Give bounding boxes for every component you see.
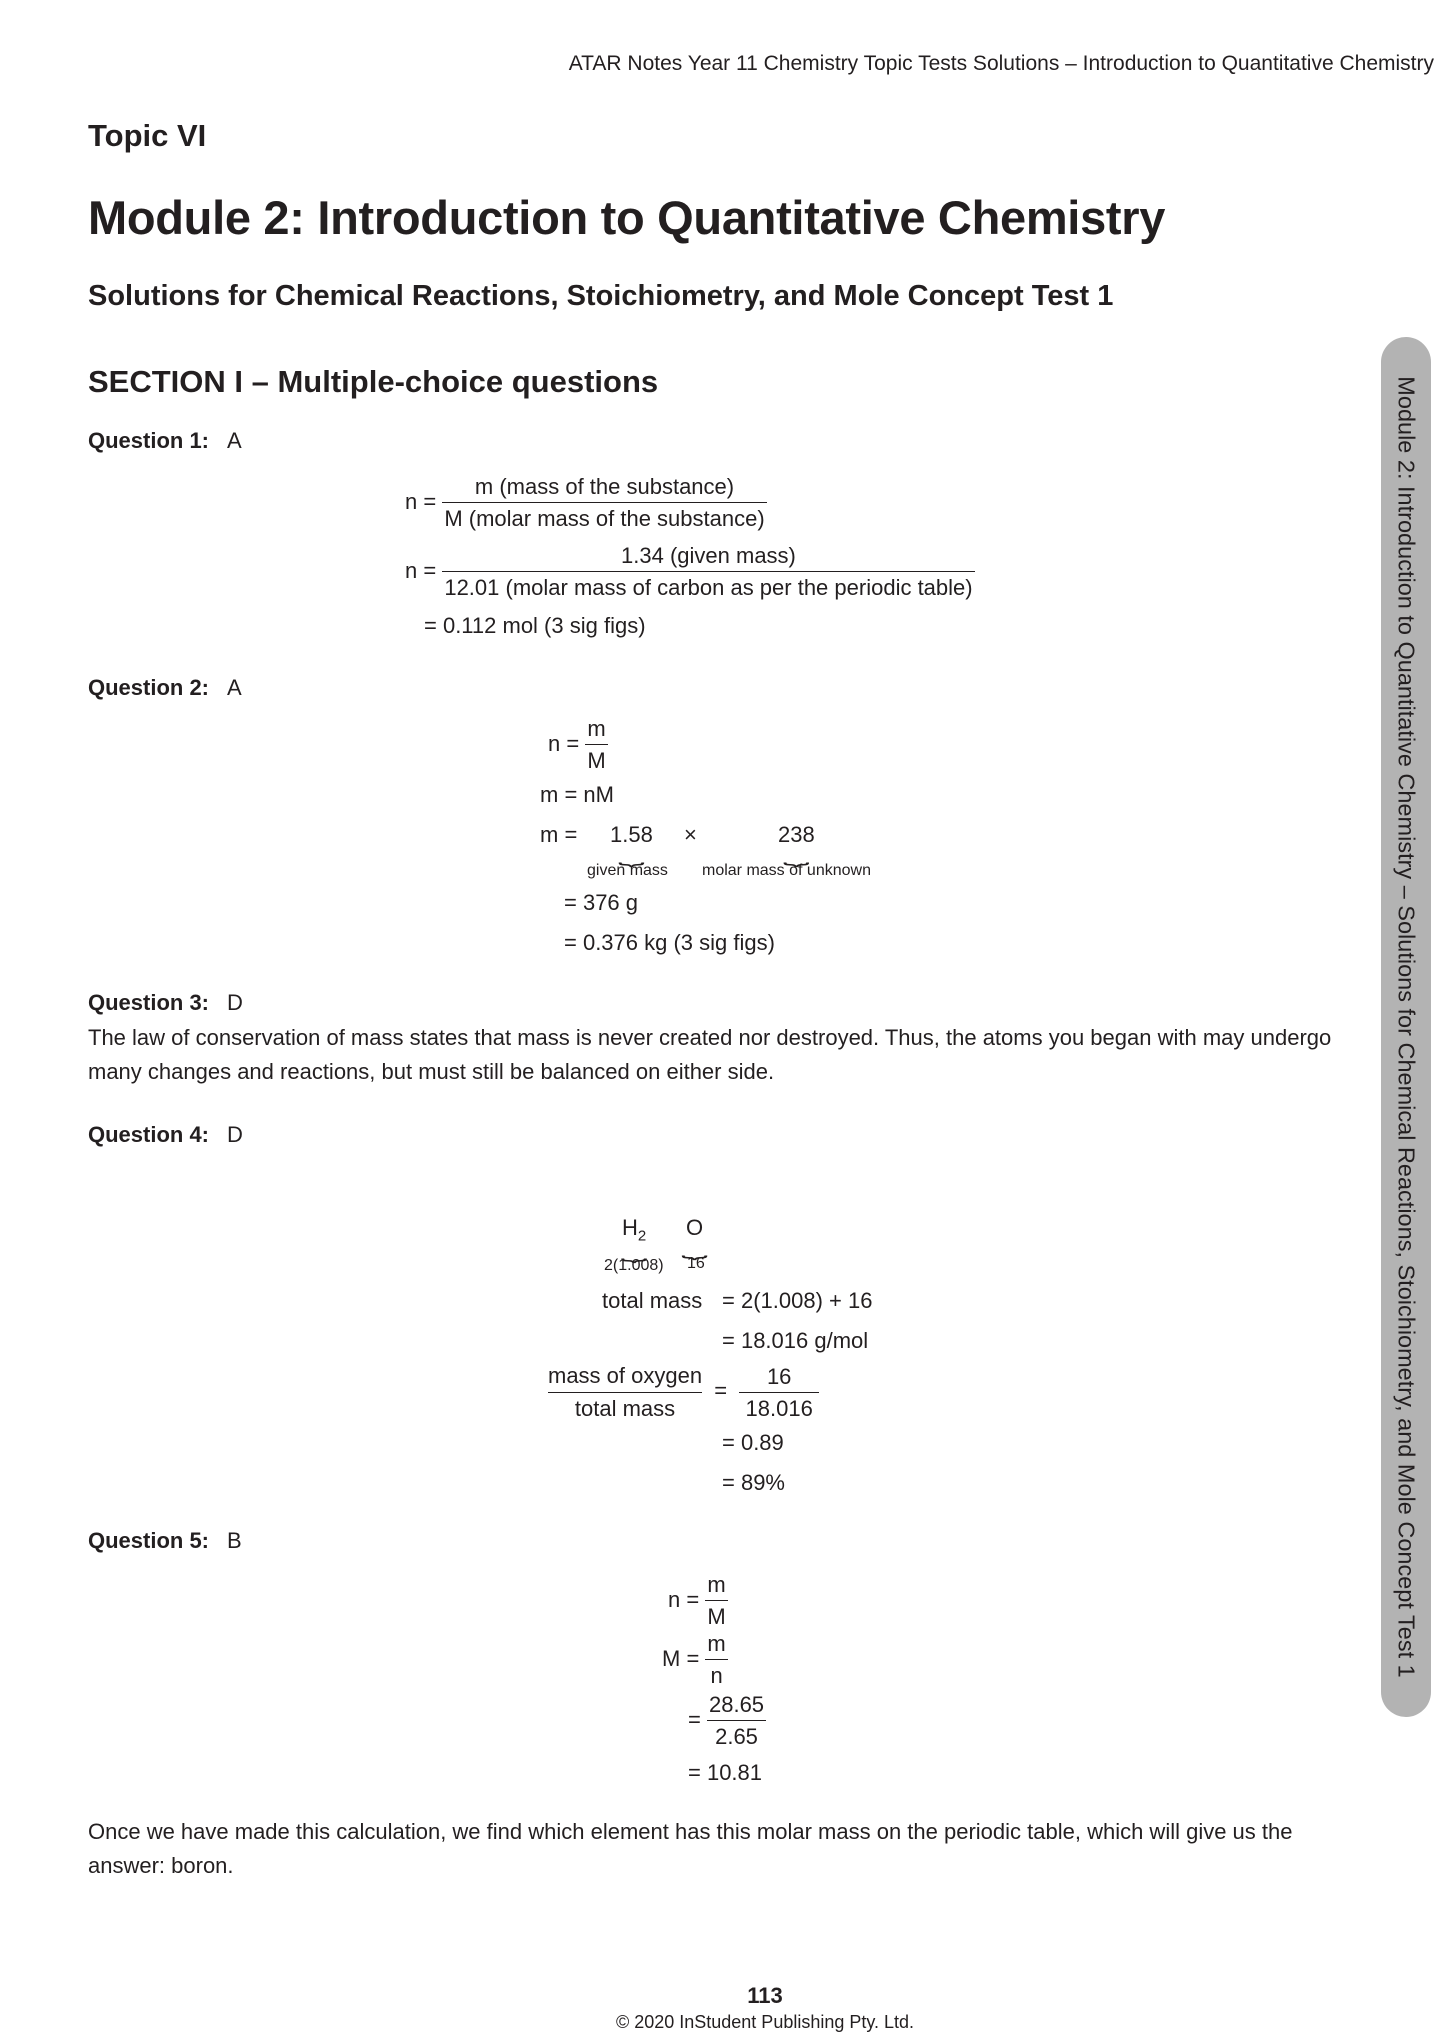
q4-value-numerator: 16	[739, 1364, 819, 1393]
q5-numerator-3: 28.65	[707, 1692, 766, 1721]
q4-value-denominator: 18.016	[745, 1395, 813, 1421]
q1-equation-2	[405, 543, 975, 601]
q2-times-sign: ×	[684, 822, 697, 847]
q4-ratio-numerator: mass of oxygen	[548, 1363, 702, 1393]
side-tab-label: Module 2: Introduction to Quantitative Chemistry – Solutions for Chemical Reactions, Stoichiometry, and Mole Concept Test 1	[1393, 376, 1420, 1678]
q4-total-mass-result: = 18.016 g/mol	[722, 1328, 869, 1353]
question-2-label: Question 2:	[88, 675, 210, 700]
question-2-heading	[88, 675, 242, 701]
q1-numerator-1: m (mass of the substance)	[442, 474, 766, 503]
q5-explanation: Once we have made this calculation, we find which element has this molar mass on the periodic table, which will give us the answer: boron.	[88, 1819, 1293, 1878]
q4-oxygen-mass: 16	[687, 1255, 705, 1272]
question-1-answer: A	[227, 428, 242, 453]
q1-denominator-2: 12.01 (molar mass of carbon as per the periodic table)	[444, 575, 973, 600]
q2-fraction	[585, 716, 607, 774]
q1-fraction-1	[442, 474, 766, 532]
q4-hydrogen-mass: 2(1.008)	[604, 1257, 664, 1274]
q5-result: = 10.81	[688, 1760, 763, 1785]
q5-numerator-2: m	[705, 1631, 727, 1660]
test-subtitle: Solutions for Chemical Reactions, Stoichiometry, and Mole Concept Test 1	[88, 280, 1114, 312]
question-5-answer: B	[227, 1528, 242, 1553]
q5-denominator-3: 2.65	[715, 1724, 758, 1749]
question-5-heading	[88, 1528, 242, 1554]
copyright-notice: © 2020 InStudent Publishing Pty. Ltd.	[615, 2012, 915, 2032]
question-3-label: Question 3:	[88, 990, 210, 1015]
q4-total-mass-label: total mass	[602, 1288, 703, 1313]
q1-equation-1	[405, 474, 767, 532]
q4-ratio-denominator: total mass	[574, 1396, 676, 1421]
question-3-heading	[88, 990, 243, 1016]
q4-ratio-equation	[548, 1363, 819, 1422]
q1-result: = 0.112 mol (3 sig figs)	[424, 613, 646, 638]
q2-molar-mass-group	[778, 822, 815, 866]
section-heading: SECTION I – Multiple-choice questions	[88, 364, 659, 399]
q2-lhs-3: m =	[540, 822, 578, 847]
running-header: ATAR Notes Year 11 Chemistry Topic Tests Solutions – Introduction to Quantitative Chemistry	[568, 52, 1434, 75]
q4-result-percent: = 89%	[722, 1470, 785, 1495]
side-tab	[1381, 337, 1431, 1717]
q2-molar-mass-value: 238	[778, 822, 815, 847]
q5-equation-2	[662, 1631, 728, 1689]
q2-given-mass-label: given mass	[587, 862, 668, 879]
q1-fraction-2	[442, 543, 974, 601]
q5-lhs-3: =	[688, 1706, 701, 1732]
q1-numerator-2: 1.34 (given mass)	[442, 543, 974, 572]
q4-brace-icon: ⏟	[620, 1240, 648, 1263]
question-3-answer: D	[227, 990, 243, 1015]
q3-explanation: The law of conservation of mass states that mass is never created nor destroyed. Thus, the atoms you began with may undergo many changes and reactions, but must still be balanced on either side.	[88, 1025, 1332, 1084]
q2-molar-mass-label: molar mass of unknown	[702, 862, 871, 879]
q5-lhs-2: M =	[662, 1645, 700, 1671]
q5-denominator-2: n	[710, 1663, 723, 1688]
question-5-label: Question 5:	[88, 1528, 210, 1553]
q5-fraction-2	[705, 1631, 727, 1689]
q4-hydrogen-symbol: H	[622, 1215, 638, 1240]
q5-fraction-1	[705, 1572, 727, 1630]
q2-given-mass-value: 1.58	[610, 822, 653, 847]
q4-brace-icon: ⏟	[681, 1237, 708, 1259]
q2-numerator: m	[585, 716, 607, 745]
topic-label: Topic VI	[88, 118, 207, 153]
q4-value-fraction	[739, 1364, 819, 1422]
question-2-answer: A	[227, 675, 242, 700]
q2-brace-icon: ⏟	[618, 844, 645, 866]
q2-line-3	[540, 822, 940, 882]
q1-denominator-1: M (molar mass of the substance)	[444, 506, 765, 531]
q2-line-5: = 0.376 kg (3 sig figs)	[564, 930, 775, 955]
question-1-heading	[88, 428, 242, 454]
q5-fraction-3	[707, 1692, 766, 1750]
q2-lhs-1: n =	[548, 730, 580, 756]
q4-result-decimal: = 0.89	[722, 1430, 784, 1455]
q4-equals-sign: =	[714, 1378, 728, 1404]
question-4-answer: D	[227, 1122, 243, 1147]
q2-given-mass-group	[610, 822, 653, 866]
q4-hydrogen-group	[620, 1215, 648, 1263]
question-4-heading	[88, 1122, 243, 1148]
module-title: Module 2: Introduction to Quantitative Chemistry	[88, 191, 1166, 244]
q1-lhs-2: n =	[405, 557, 437, 583]
question-1-label: Question 1:	[88, 428, 210, 453]
page-number: 113	[747, 1983, 783, 2008]
q5-numerator-1: m	[705, 1572, 727, 1601]
q5-lhs-1: n =	[668, 1586, 700, 1612]
q2-equation-1	[548, 716, 608, 774]
q5-equation-1	[668, 1572, 728, 1630]
question-4-label: Question 4:	[88, 1122, 210, 1147]
q2-brace-icon: ⏟	[783, 844, 810, 866]
q5-equation-3	[688, 1692, 766, 1750]
q4-hydrogen-subscript: 2	[637, 1227, 647, 1245]
q4-oxygen-symbol: O	[686, 1215, 704, 1240]
q1-lhs-1: n =	[405, 488, 437, 514]
q2-line-2: m = nM	[540, 782, 614, 807]
q5-denominator-1: M	[707, 1604, 726, 1629]
q4-total-mass-expression: = 2(1.008) + 16	[722, 1288, 873, 1313]
q4-ratio-fraction	[548, 1363, 702, 1422]
q2-line-4: = 376 g	[564, 890, 639, 915]
q4-oxygen-group	[681, 1215, 708, 1259]
q2-denominator: M	[587, 748, 606, 773]
